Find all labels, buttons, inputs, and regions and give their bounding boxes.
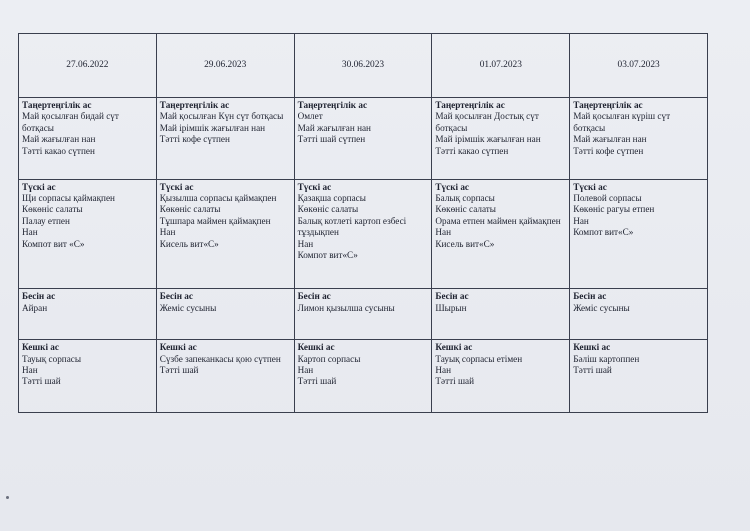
dish-item: Лимон қызылша сусыны — [297, 302, 395, 313]
dish-item: Май ірімшік жағылған нан — [435, 134, 541, 145]
menu-cell — [432, 340, 570, 413]
meal-title: Таңертеңгілік ас — [573, 100, 643, 111]
dish-item: Щи сорпасы қаймақпен — [22, 192, 115, 203]
date-header: 30.06.2023 — [294, 34, 432, 98]
dish-item: Тәтті кофе сүтпен — [573, 145, 644, 156]
menu-cell — [432, 289, 570, 340]
menu-table — [18, 33, 708, 413]
meal-title: Бесін ас — [22, 291, 56, 302]
date-header: 03.07.2023 — [570, 34, 708, 98]
dish-item: Көкөніс рагуы етпен — [573, 204, 655, 215]
dish-item: Компот вит «С» — [22, 238, 85, 249]
dish-item: Көкөніс салаты — [22, 204, 83, 215]
dish-item: Нан — [297, 238, 314, 249]
meal-title: Түскі ас — [159, 181, 194, 192]
meal-title: Түскі ас — [297, 181, 332, 192]
dish-item: Балық сорпасы — [435, 192, 495, 203]
dish-item: Нан — [297, 365, 314, 376]
dish-item: Тәтті шай — [435, 376, 475, 387]
dish-item: Тұшпара маймен қаймақпен — [159, 215, 271, 226]
dish-item: Көкөніс салаты — [435, 204, 496, 215]
dish-item: Айран — [22, 302, 48, 313]
dish-item: Көкөніс салаты — [159, 204, 221, 215]
dish-item: Балық котлеті картоп езбесі тұздықпен — [297, 215, 407, 238]
dish-item: Тауық сорпасы — [22, 353, 82, 364]
dish-item: Май қосылған бидай сүт ботқасы — [22, 111, 119, 133]
dish-item: Компот вит«С» — [297, 249, 358, 260]
dish-item: Нан — [435, 227, 452, 238]
dish-item: Сүзбе запеканкасы қою сүтпен — [159, 353, 281, 364]
menu-cell — [570, 289, 708, 340]
menu-cell — [294, 340, 432, 413]
dish-item: Май қосылған Достық сүт ботқасы — [435, 111, 539, 133]
dish-item: Нан — [435, 365, 452, 376]
dish-item: Май қосылған күріш сүт ботқасы — [573, 111, 671, 133]
header-row — [19, 34, 708, 98]
meal-title: Таңертеңгілік ас — [159, 100, 230, 111]
meal-title: Кешкі ас — [22, 342, 59, 353]
dish-item: Орама етпен маймен қаймақпен — [435, 215, 561, 226]
meal-title: Кешкі ас — [297, 342, 335, 353]
menu-cell — [432, 179, 570, 289]
dish-item: Кисель вит«С» — [435, 238, 495, 249]
dish-item: Тәтті шай — [159, 365, 199, 376]
date-header: 27.06.2022 — [19, 34, 157, 98]
meal-title: Түскі ас — [22, 181, 56, 192]
dish-item: Картоп сорпасы — [297, 353, 361, 364]
dish-item: Шырын — [435, 302, 467, 313]
dish-item: Тәтті шай — [297, 376, 337, 387]
menu-cell — [19, 98, 157, 179]
meal-title: Бесін ас — [573, 291, 607, 302]
dish-item: Көкөніс салаты — [297, 204, 359, 215]
dish-item: Май жағылған нан — [22, 134, 96, 145]
dish-item: Бәліш картоппен — [573, 353, 640, 364]
dish-item: Нан — [159, 227, 176, 238]
meal-title: Бесін ас — [297, 291, 331, 302]
dish-item: Тәтті шай сүтпен — [297, 134, 366, 145]
menu-cell — [19, 179, 157, 289]
meal-title: Таңертеңгілік ас — [297, 100, 368, 111]
meal-row — [19, 289, 708, 340]
dish-item: Компот вит«С» — [573, 227, 634, 238]
dish-item: Май жағылған нан — [297, 122, 371, 133]
menu-cell — [156, 340, 294, 413]
menu-cell — [570, 98, 708, 179]
dish-item: Тәтті какао сүтпен — [22, 145, 95, 156]
dish-item: Нан — [22, 365, 38, 376]
meal-title: Таңертеңгілік ас — [22, 100, 92, 111]
scan-speck — [6, 496, 9, 499]
dish-item: Тәтті шай — [22, 376, 61, 387]
menu-cell — [570, 340, 708, 413]
meal-title: Түскі ас — [573, 181, 607, 192]
menu-cell — [19, 340, 157, 413]
dish-item: Тауық сорпасы етімен — [435, 353, 523, 364]
dish-item: Май ірімшік жағылған нан — [159, 122, 266, 133]
dish-item: Тәтті какао сүтпен — [435, 145, 509, 156]
meal-row — [19, 179, 708, 289]
meal-title: Кешкі ас — [573, 342, 611, 353]
dish-item: Полевой сорпасы — [573, 192, 642, 203]
menu-cell — [294, 289, 432, 340]
dish-item: Кисель вит«С» — [159, 238, 219, 249]
menu-cell — [156, 98, 294, 179]
meal-title: Таңертеңгілік ас — [435, 100, 505, 111]
menu-cell — [294, 179, 432, 289]
dish-item: Қазақша сорпасы — [297, 192, 366, 203]
dish-item: Нан — [573, 215, 589, 226]
menu-cell — [156, 289, 294, 340]
dish-item: Нан — [22, 227, 38, 238]
meal-title: Кешкі ас — [159, 342, 197, 353]
menu-cell — [432, 98, 570, 179]
dish-item: Тәтті шай — [573, 365, 612, 376]
meal-title: Түскі ас — [435, 181, 470, 192]
meal-title: Кешкі ас — [435, 342, 473, 353]
meal-row — [19, 340, 708, 413]
date-header: 01.07.2023 — [432, 34, 570, 98]
meal-row — [19, 98, 708, 179]
dish-item: Қызылша сорпасы қаймақпен — [159, 192, 277, 203]
meal-title: Бесін ас — [435, 291, 469, 302]
meal-title: Бесін ас — [159, 291, 193, 302]
dish-item: Жеміс сусыны — [573, 302, 630, 313]
menu-cell — [294, 98, 432, 179]
dish-item: Омлет — [297, 111, 323, 122]
menu-cell — [570, 179, 708, 289]
dish-item: Жеміс сусыны — [159, 302, 217, 313]
menu-cell — [156, 179, 294, 289]
dish-item: Май қосылған Күн сүт ботқасы — [159, 111, 284, 122]
dish-item: Тәтті кофе сүтпен — [159, 134, 230, 145]
dish-item: Палау етпен — [22, 215, 70, 226]
menu-cell — [19, 289, 157, 340]
dish-item: Май жағылған нан — [573, 134, 647, 145]
date-header: 29.06.2023 — [156, 34, 294, 98]
